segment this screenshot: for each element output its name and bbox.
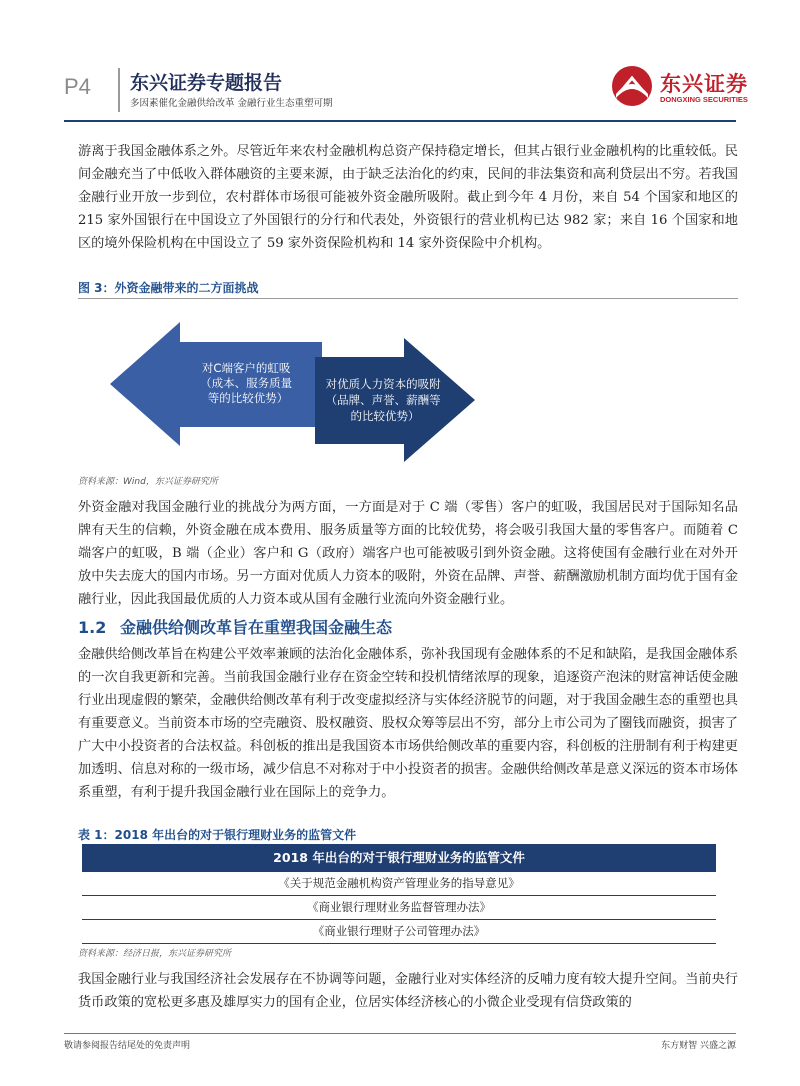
- header-separator: [118, 68, 120, 112]
- two-challenges-diagram: [110, 322, 475, 462]
- page-number: P4: [64, 74, 91, 99]
- logo-chinese-name: 东兴证券: [660, 72, 748, 96]
- report-title: 东兴证券专题报告: [130, 72, 283, 94]
- right-arrow-line-2: （品牌、声誉、薪酬等: [325, 393, 441, 407]
- table-row: 《商业银行理财子公司管理办法》: [82, 920, 716, 944]
- left-arrow-line-1: 对C端客户的虹吸: [201, 361, 291, 375]
- table-header: 2018 年出台的对于银行理财业务的监管文件: [82, 844, 716, 872]
- logo-english-name: DONGXING SECURITIES: [660, 95, 748, 104]
- left-arrow-line-3: 等的比较优势）: [207, 391, 289, 405]
- table-source: 资料来源：经济日报，东兴证券研究所: [78, 949, 232, 959]
- right-arrow-line-3: 的比较优势）: [350, 409, 420, 423]
- section-number: 1.2: [78, 618, 107, 637]
- dongxing-logo-icon: [610, 64, 654, 108]
- section-title: 金融供给侧改革旨在重塑我国金融生态: [120, 618, 393, 637]
- figure-title: 图 3：外资金融带来的二方面挑战: [78, 281, 259, 295]
- figure-rule: [78, 298, 738, 299]
- table-row: 《关于规范金融机构资产管理业务的指导意见》: [82, 872, 716, 896]
- svg-text:对C端客户的虹吸 （成本、服务质量 等的比较: [200, 361, 296, 405]
- footer-slogan: 东方财智 兴盛之源: [661, 1041, 736, 1051]
- report-subtitle: 多因素催化金融供给改革 金融行业生态重塑可期: [130, 98, 333, 109]
- table-caption: 表 1：2018 年出台的对于银行理财业务的监管文件: [78, 828, 357, 842]
- left-arrow-line-2: （成本、服务质量: [200, 376, 293, 390]
- paragraph-1: 游离于我国金融体系之外。尽管近年来农村金融机构总资产保持稳定增长，但其占银行业金融机构的比重较低。民间金融充当了中低收入群体融资的主要来源，由于缺乏法治化的约束，民间的非法集资和高利贷层出不穷。若我国金融行业开放一步到位，农村群体市场很可能被外资金融所吸附。截止到今年 4 月份，来自 54 个国家和地区的 215 家外国银行在中国设立了外国银行的分行和代表处，外资银行的营业机构已达 982 家；来自 16 个国家和地区的境外保险机构在中国设立了 59 家外资保险机构和 14 家外资保险中介机构。: [78, 144, 738, 251]
- paragraph-2: 外资金融对我国金融行业的挑战分为两方面，一方面是对于 C 端（零售）客户的虹吸，我国居民对于国际知名品牌有天生的信赖，外资金融在成本费用、服务质量等方面的比较优势，将会吸引我国大量的零售客户。而随着 C 端客户的虹吸，B 端（企业）客户和 G（政府）端客户也可能被吸引到外资金融。这将使国有金融行业在对外开放中失去庞大的国内市场。另一方面对优质人力资本的吸附，外资在品牌、声誉、薪酬激励机制方面均优于国有金融行业，因此我国最优质的人力资本或从国有金融行业流向外资金融行业。: [78, 500, 738, 607]
- regulation-table: [82, 844, 716, 944]
- header-rule: [64, 120, 736, 122]
- paragraph-4: 我国金融行业与我国经济社会发展存在不协调等问题，金融行业对实体经济的反哺力度有较大提升空间。当前央行货币政策的宽松更多惠及雄厚实力的国有企业，位居实体经济核心的小微企业受现有信贷政策的: [78, 972, 738, 1010]
- figure-source: 资料来源：Wind，东兴证券研究所: [78, 477, 218, 487]
- table-row: 《商业银行理财业务监督管理办法》: [82, 896, 716, 920]
- right-arrow-line-1: 对优质人力资本的吸附: [325, 377, 441, 391]
- paragraph-3: 金融供给侧改革旨在构建公平效率兼顾的法治化金融体系，弥补我国现有金融体系的不足和缺陷，是我国金融体系的一次自我更新和完善。当前我国金融行业存在资金空转和投机情绪浓厚的现象，追逐资产泡沫的财富神话使金融行业出现虚假的繁荣，金融供给侧改革有利于改变虚拟经济与实体经济脱节的问题，对于我国金融生态的重塑也具有重要意义。当前资本市场的空壳融资、股权融资、股权众筹等层出不穷，部分上市公司为了圈钱而融资，损害了广大中小投资者的合法权益。科创板的推出是我国资本市场供给侧改革的重要内容，科创板的注册制有利于构建更加透明、信息对称的一级市场，减少信息不对称对于中小投资者的损害。金融供给侧改革是意义深远的资本市场体系重塑，有利于提升我国金融行业在国际上的竞争力。: [78, 647, 738, 800]
- footer-rule: [64, 1033, 736, 1034]
- section-heading: [78, 615, 392, 638]
- footer-disclaimer: 敬请参阅报告结尾处的免责声明: [64, 1041, 191, 1051]
